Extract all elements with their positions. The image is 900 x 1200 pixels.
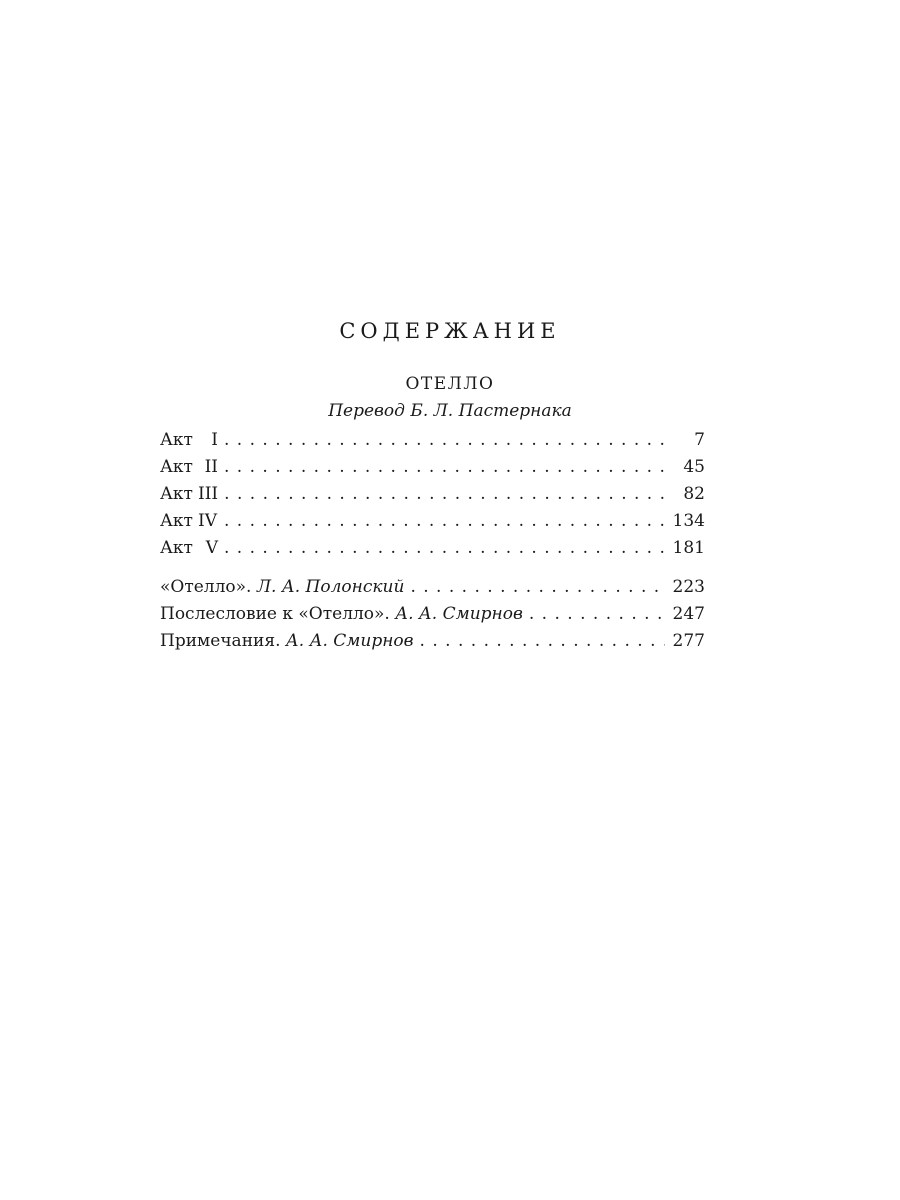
entry-author: А. А. Смирнов: [395, 604, 523, 624]
toc-entry-notes[interactable]: [160, 631, 705, 658]
work-title: ОТЕЛЛО: [405, 374, 495, 394]
toc-entry-act-3[interactable]: [160, 484, 705, 511]
dot-leader: [420, 631, 665, 651]
dot-leader: [529, 604, 665, 624]
dot-leader: [224, 484, 665, 504]
toc-page-number: 223: [672, 577, 705, 597]
toc-page-number: 247: [672, 604, 705, 624]
toc-entry-label: Акт II: [160, 457, 218, 477]
entry-title: «Отелло».: [160, 577, 252, 597]
dot-leader: [224, 511, 665, 531]
entry-title: Послесловие к «Отелло».: [160, 604, 390, 624]
toc-entry-label: [160, 577, 404, 597]
dot-leader: [224, 457, 665, 477]
toc-entry-polonsky[interactable]: [160, 577, 705, 604]
toc-entry-label: Акт V: [160, 538, 218, 558]
extras-list: [160, 577, 705, 658]
toc-entry-label: [160, 631, 414, 651]
toc-entry-afterword[interactable]: [160, 604, 705, 631]
acts-list: [160, 430, 705, 565]
entry-author: А. А. Смирнов: [285, 631, 414, 651]
toc-entry-act-5[interactable]: [160, 538, 705, 565]
toc-entry-act-2[interactable]: [160, 457, 705, 484]
dot-leader: [224, 430, 665, 450]
toc-page-number: 45: [683, 457, 705, 477]
toc-entry-act-1[interactable]: [160, 430, 705, 457]
toc-page-number: 82: [683, 484, 705, 504]
toc-entry-act-4[interactable]: [160, 511, 705, 538]
toc-page-number: 134: [672, 511, 705, 531]
dot-leader: [410, 577, 664, 597]
translation-credit: Перевод Б. Л. Пастернака: [328, 401, 572, 421]
page-title: СОДЕРЖАНИЕ: [339, 319, 561, 343]
toc-page-number: 181: [672, 538, 705, 558]
toc-entry-label: Акт IV: [160, 511, 217, 531]
toc-entry-label: Акт I: [160, 430, 218, 450]
dot-leader: [224, 538, 665, 558]
toc-page-number: 7: [694, 430, 705, 450]
entry-author: Л. А. Полонский: [256, 577, 405, 597]
entry-title: Примечания.: [160, 631, 281, 651]
toc-page-number: 277: [672, 631, 705, 651]
toc-entry-label: Акт III: [160, 484, 219, 504]
toc-entry-label: [160, 604, 523, 624]
